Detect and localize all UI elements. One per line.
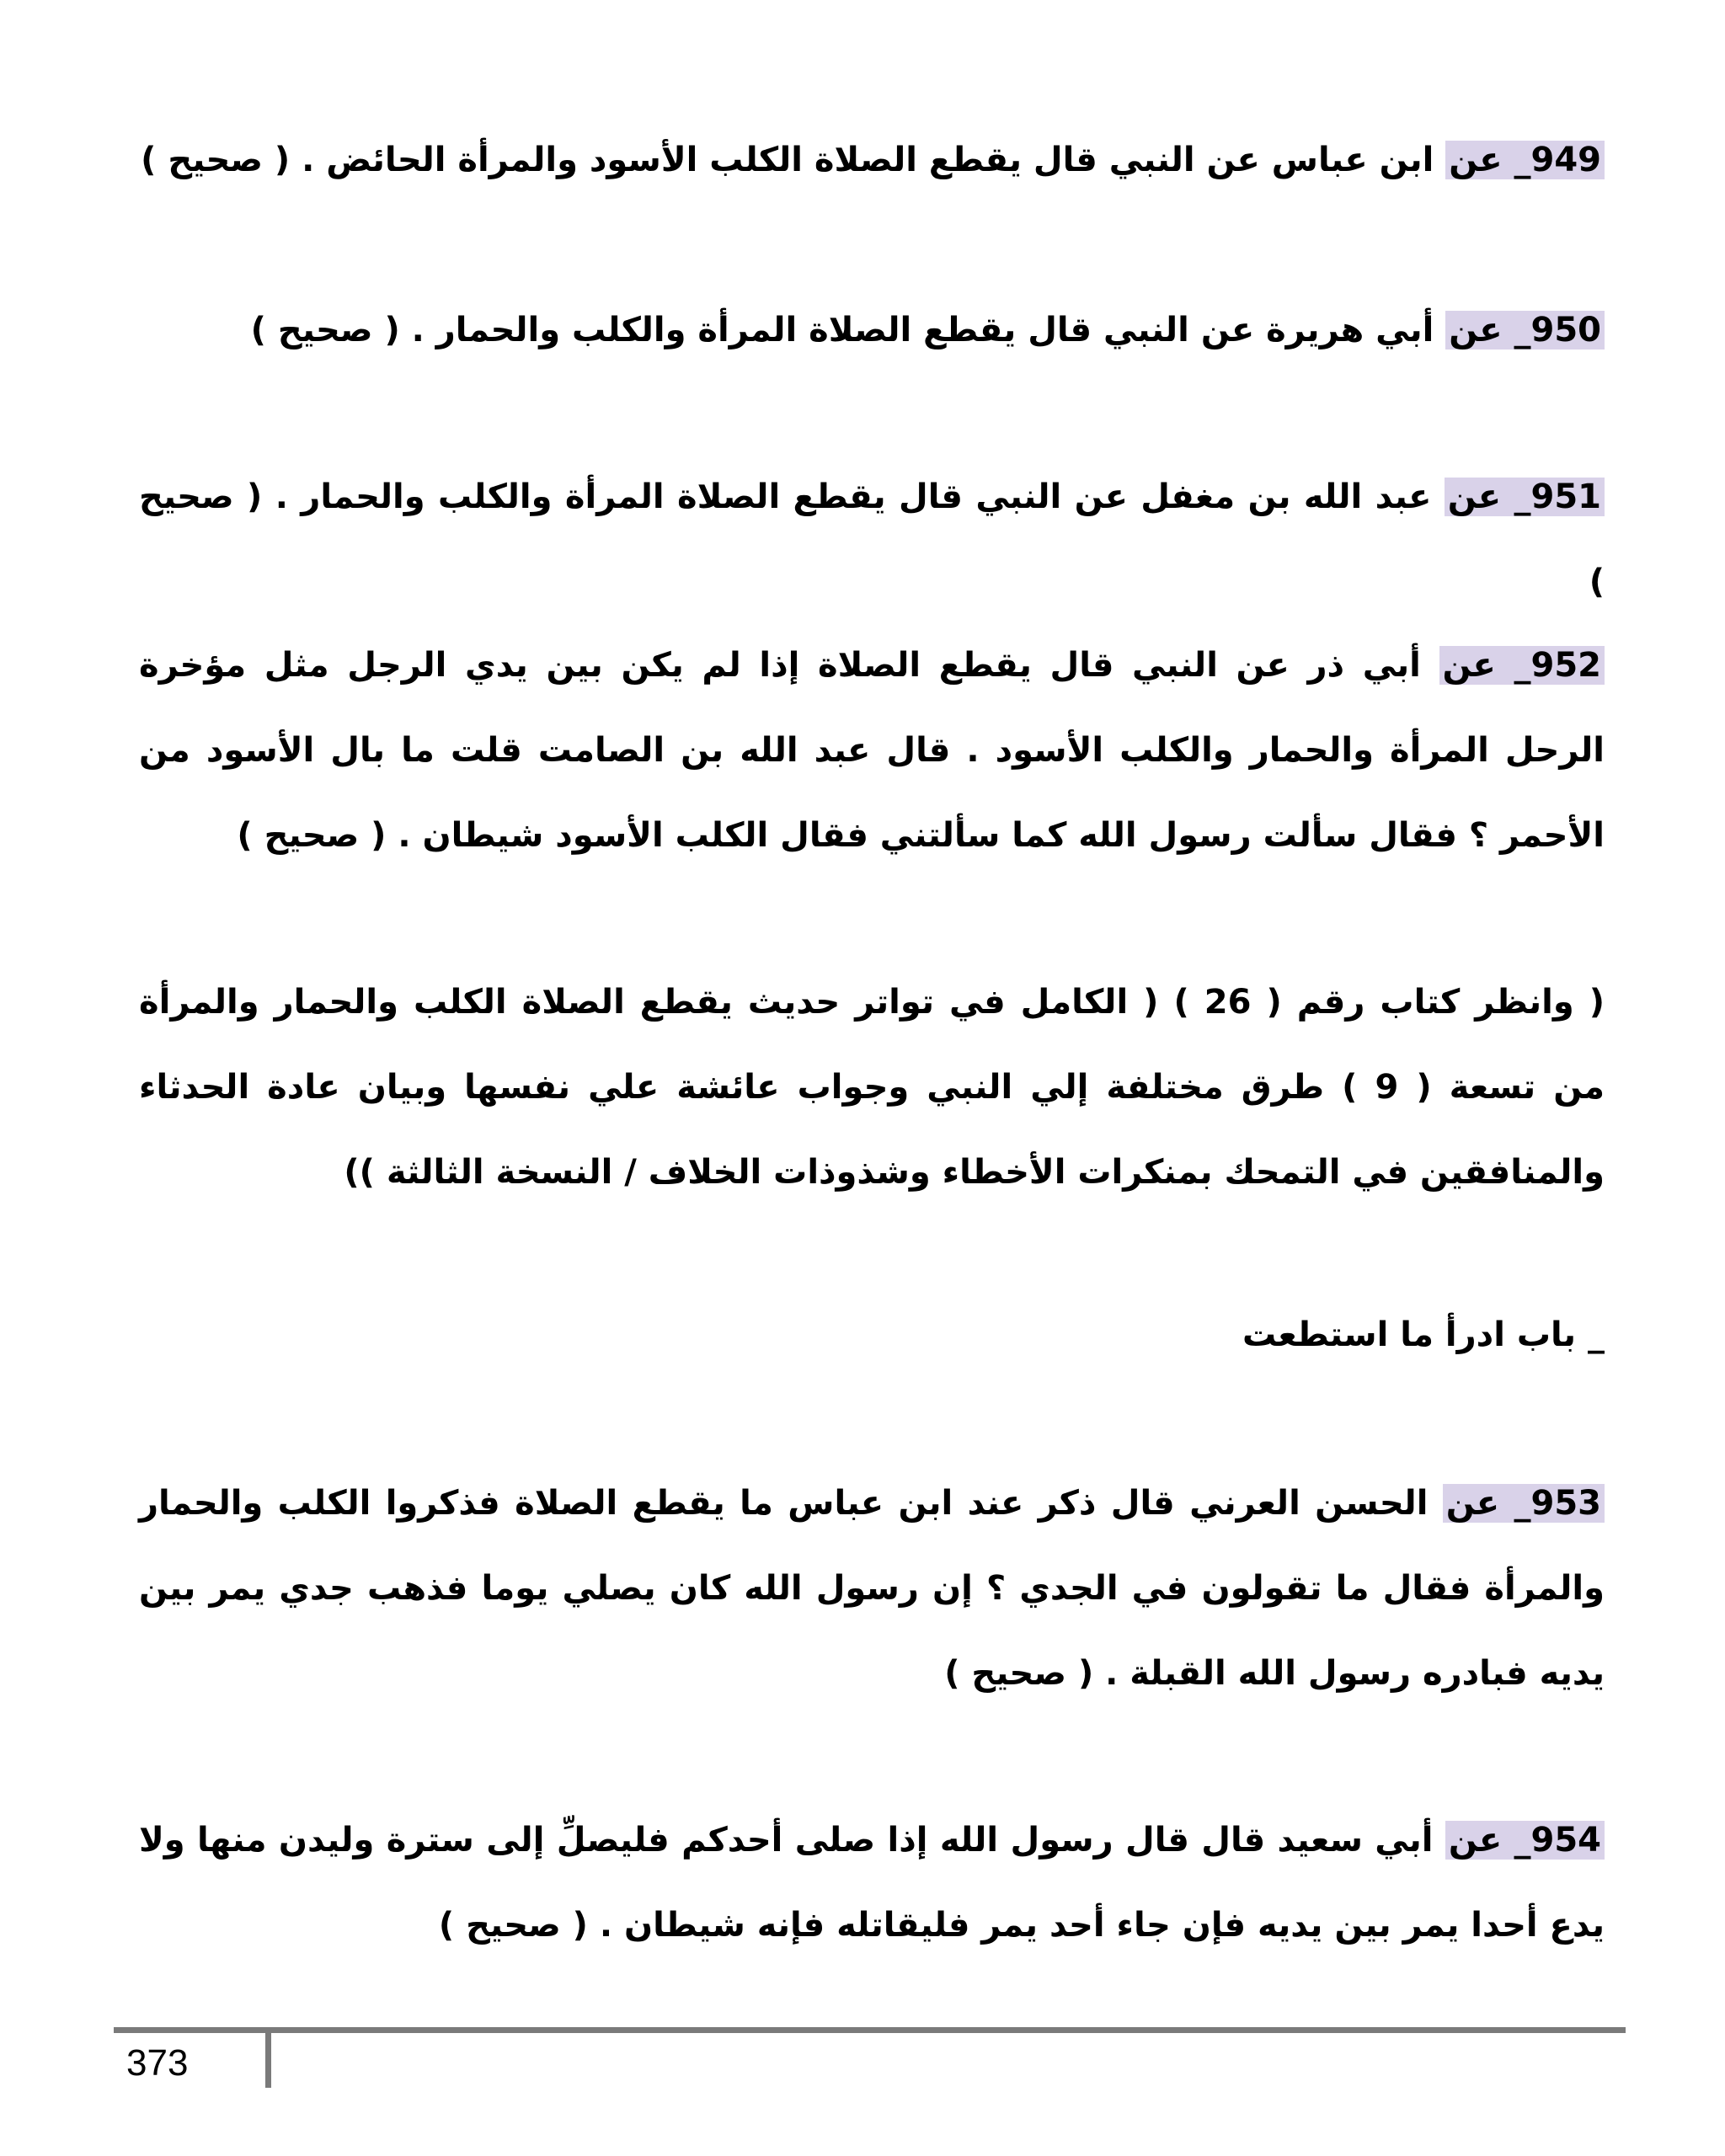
footer-divider-vertical	[265, 2027, 271, 2088]
hadith-number-highlight: 950_ عن	[1445, 311, 1605, 350]
hadith-949	[139, 118, 1605, 203]
hadith-text: الحسن العرني قال ذكر عند ابن عباس ما يقطع الصلاة فذكروا الكلب والحمار والمرأة فقال ما تقولون في الجدي ؟ إن رسول الله كان يصلي يوما فذهب جدي يمر بين يديه فبادره رسول الله القبلة . ( صحيح )	[139, 1484, 1605, 1693]
page-number: 373	[126, 2042, 189, 2084]
hadith-950	[139, 288, 1605, 373]
hadith-text: أبي هريرة عن النبي قال يقطع الصلاة المرأة والكلب والحمار . ( صحيح )	[250, 311, 1446, 350]
hadith-number-highlight: 951_ عن	[1445, 478, 1605, 516]
hadith-number-highlight: 952_ عن	[1439, 646, 1605, 685]
hadith-number-highlight: 953_ عن	[1443, 1484, 1605, 1523]
hadith-952	[139, 623, 1605, 878]
hadith-953	[139, 1461, 1605, 1716]
hadith-text: أبي سعيد قال قال رسول الله إذا صلى أحدكم فليصلِّ إلى سترة وليدن منها ولا يدع أحدا يمر بين يديه فإن جاء أحد يمر فليقاتله فإنه شيطان . ( صحيح )	[139, 1821, 1605, 1945]
hadith-number-highlight: 954_ عن	[1445, 1821, 1605, 1860]
hadith-text: عبد الله بن مغفل عن النبي قال يقطع الصلاة المرأة والكلب والحمار . ( صحيح )	[139, 478, 1605, 601]
hadith-number-highlight: 949_ عن	[1445, 141, 1605, 179]
footer-divider	[114, 2027, 1626, 2033]
reference-note: ( وانظر كتاب رقم ( 26 ) ( الكامل في تواتر حديث يقطع الصلاة الكلب والحمار والمرأة من تسعة ( 9 ) طرق مختلفة إلي النبي وجواب عائشة علي نفسها وبيان عادة الحدثاء والمنافقين في التمحك بمنكرات الأخطاء وشذوذات الخلاف / النسخة الثالثة ))	[139, 983, 1605, 1192]
hadith-text: ابن عباس عن النبي قال يقطع الصلاة الكلب الأسود والمرأة الحائض . ( صحيح )	[141, 141, 1446, 179]
chapter-heading: _ باب ادرأ ما استطعت	[1242, 1315, 1605, 1354]
hadith-text: أبي ذر عن النبي قال يقطع الصلاة إذا لم يكن بين يدي الرجل مثل مؤخرة الرحل المرأة والحمار والكلب الأسود . قال عبد الله بن الصامت قلت ما بال الأسود من الأحمر ؟ فقال سألت رسول الله كما سألتني فقال الكلب الأسود شيطان . ( صحيح )	[139, 646, 1605, 855]
hadith-951	[139, 455, 1605, 625]
hadith-954	[139, 1798, 1605, 1968]
